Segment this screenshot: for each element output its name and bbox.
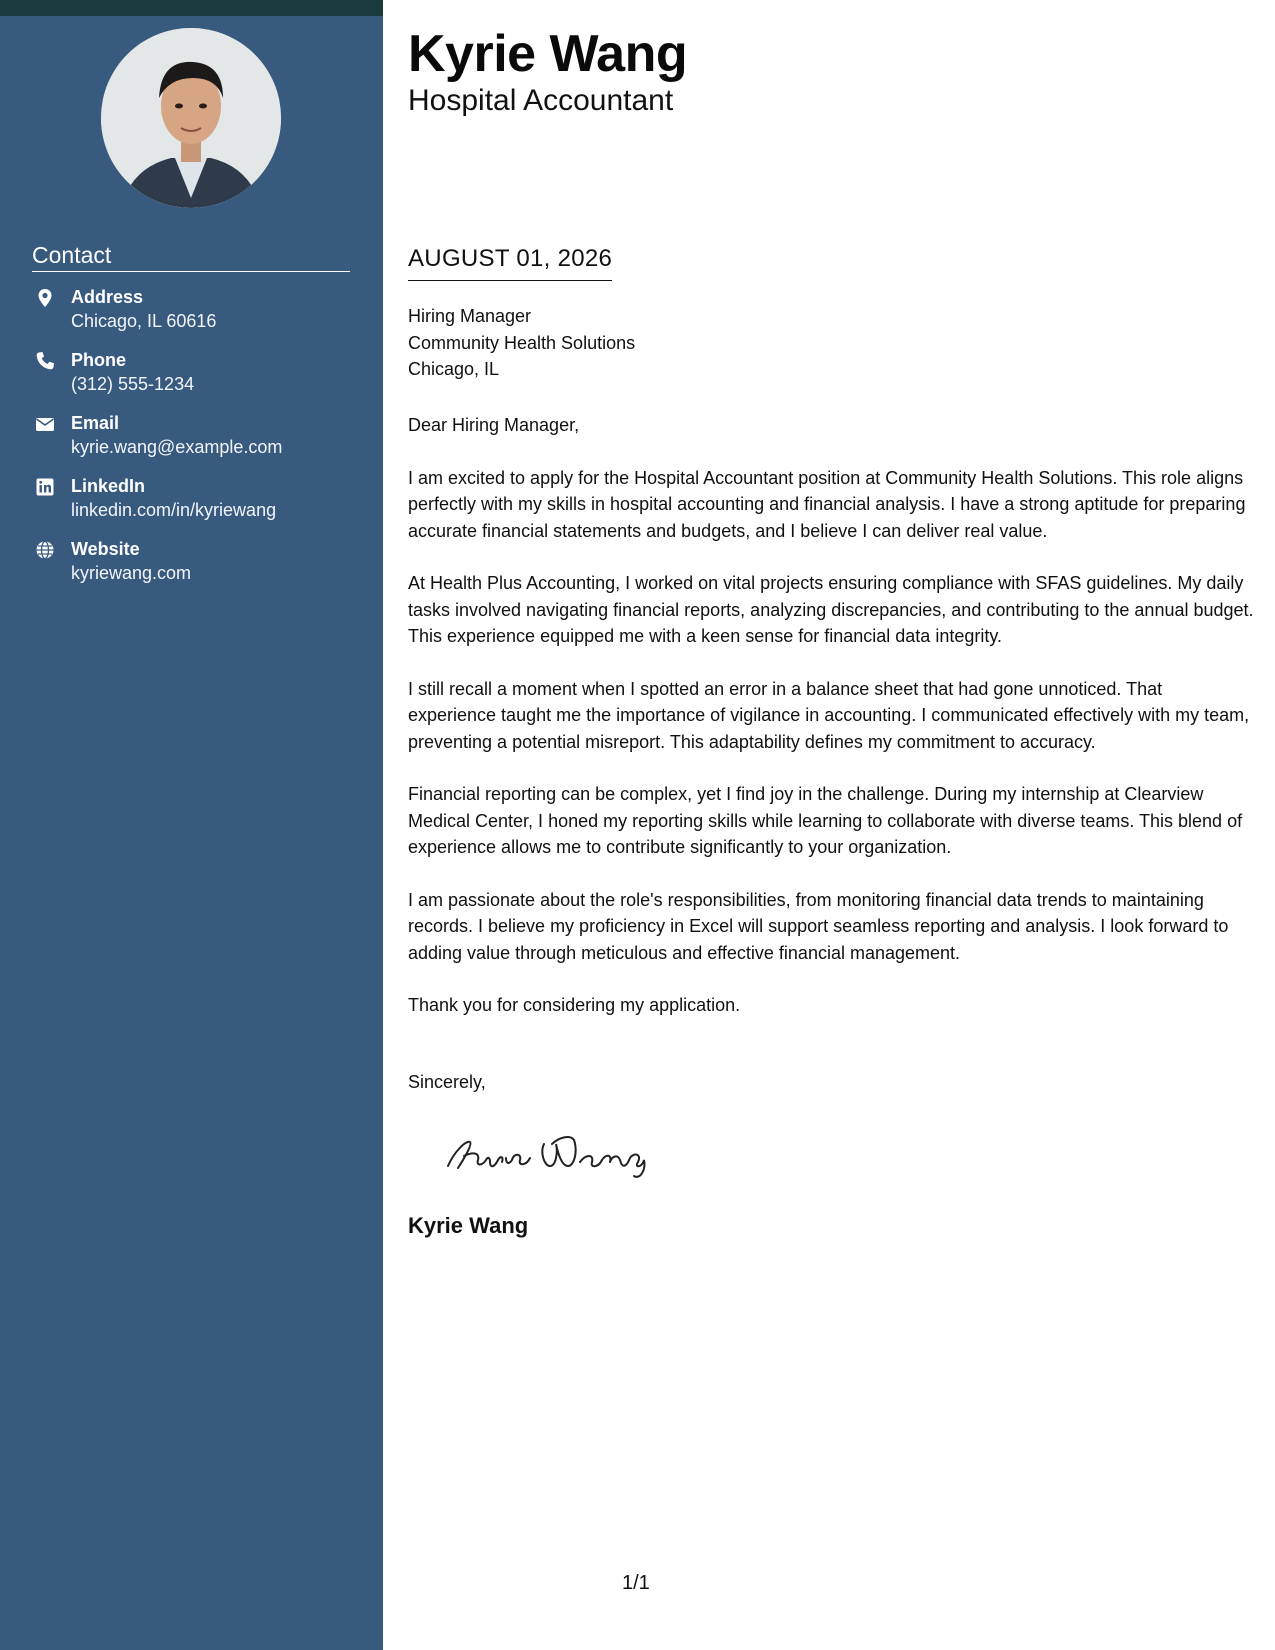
salutation: Dear Hiring Manager, [408,415,580,435]
phone-icon [35,351,55,371]
profile-photo [101,28,281,208]
page-number: 1/1 [622,1572,650,1594]
contact-heading: Contact [32,242,350,272]
letter-body [408,412,1254,1045]
letter-paragraph: Thank you for considering my application. [408,995,741,1015]
letter-paragraph: I still recall a moment when I spotted an error in a balance sheet that had gone unnoticed. That experience taught me the importance of vigilance in accounting. I communicated effectively with my team, preventing a potential misreport. This adaptability defines my commitment to accuracy. [408,678,1250,752]
sidebar-top-bar [0,0,383,16]
sidebar [0,0,383,1650]
contact-website [32,538,362,601]
contact-label: Email [71,413,120,433]
recipient-line: Community Health Solutions [408,332,636,353]
handwritten-signature [440,1122,660,1182]
contact-list [32,286,362,601]
contact-value[interactable]: linkedin.com/in/kyriewang [71,500,277,520]
contact-value[interactable]: kyriewang.com [71,563,192,583]
contact-label: LinkedIn [71,476,146,496]
contact-address [32,286,362,349]
linkedin-icon [35,477,55,497]
contact-phone [32,349,362,412]
contact-label: Website [71,539,140,559]
contact-value: (312) 555-1234 [71,374,195,394]
contact-email [32,412,362,475]
globe-icon [35,540,55,560]
closing: Sincerely, [408,1072,486,1092]
letter-paragraph: I am excited to apply for the Hospital Accountant position at Community Health Solutions. This role aligns perfectly with my skills in hospital accounting and financial analysis. I have a strong aptitude for preparing accurate financial statements and budgets, and I believe I can deliver real value. [408,467,1246,541]
letter-paragraph: Financial reporting can be complex, yet I find joy in the challenge. During my internship at Clearview Medical Center, I honed my reporting skills while learning to collaborate with diverse teams. This blend of experience allows me to contribute significantly to your organization. [408,784,1243,857]
contact-value: Chicago, IL 60616 [71,311,217,331]
contact-label: Address [71,287,144,307]
letter-paragraph: At Health Plus Accounting, I worked on vital projects ensuring compliance with SFAS guidelines. My daily tasks involved navigating financial reports, analyzing discrepancies, and contributing to the annual budget. This experience equipped me with a keen sense for financial data integrity. [408,573,1254,646]
recipient-block [408,303,635,383]
recipient-line: Hiring Manager [408,306,532,326]
envelope-icon [35,414,55,434]
letter-date: AUGUST 01, 2026 [408,244,612,281]
contact-linkedin [32,475,362,538]
contact-value: kyrie.wang@example.com [71,437,283,457]
signed-name: Kyrie Wang [408,1213,529,1238]
letter-paragraph: I am passionate about the role's responsibilities, from monitoring financial data trends to maintaining records. I believe my proficiency in Excel will support seamless reporting and analysis. I look forward to adding value through meticulous and effective financial management. [408,889,1229,963]
location-pin-icon [35,288,55,308]
job-title: Hospital Accountant [408,84,674,117]
recipient-line: Chicago, IL [408,359,500,379]
contact-label: Phone [71,350,127,370]
applicant-name: Kyrie Wang [408,25,688,83]
